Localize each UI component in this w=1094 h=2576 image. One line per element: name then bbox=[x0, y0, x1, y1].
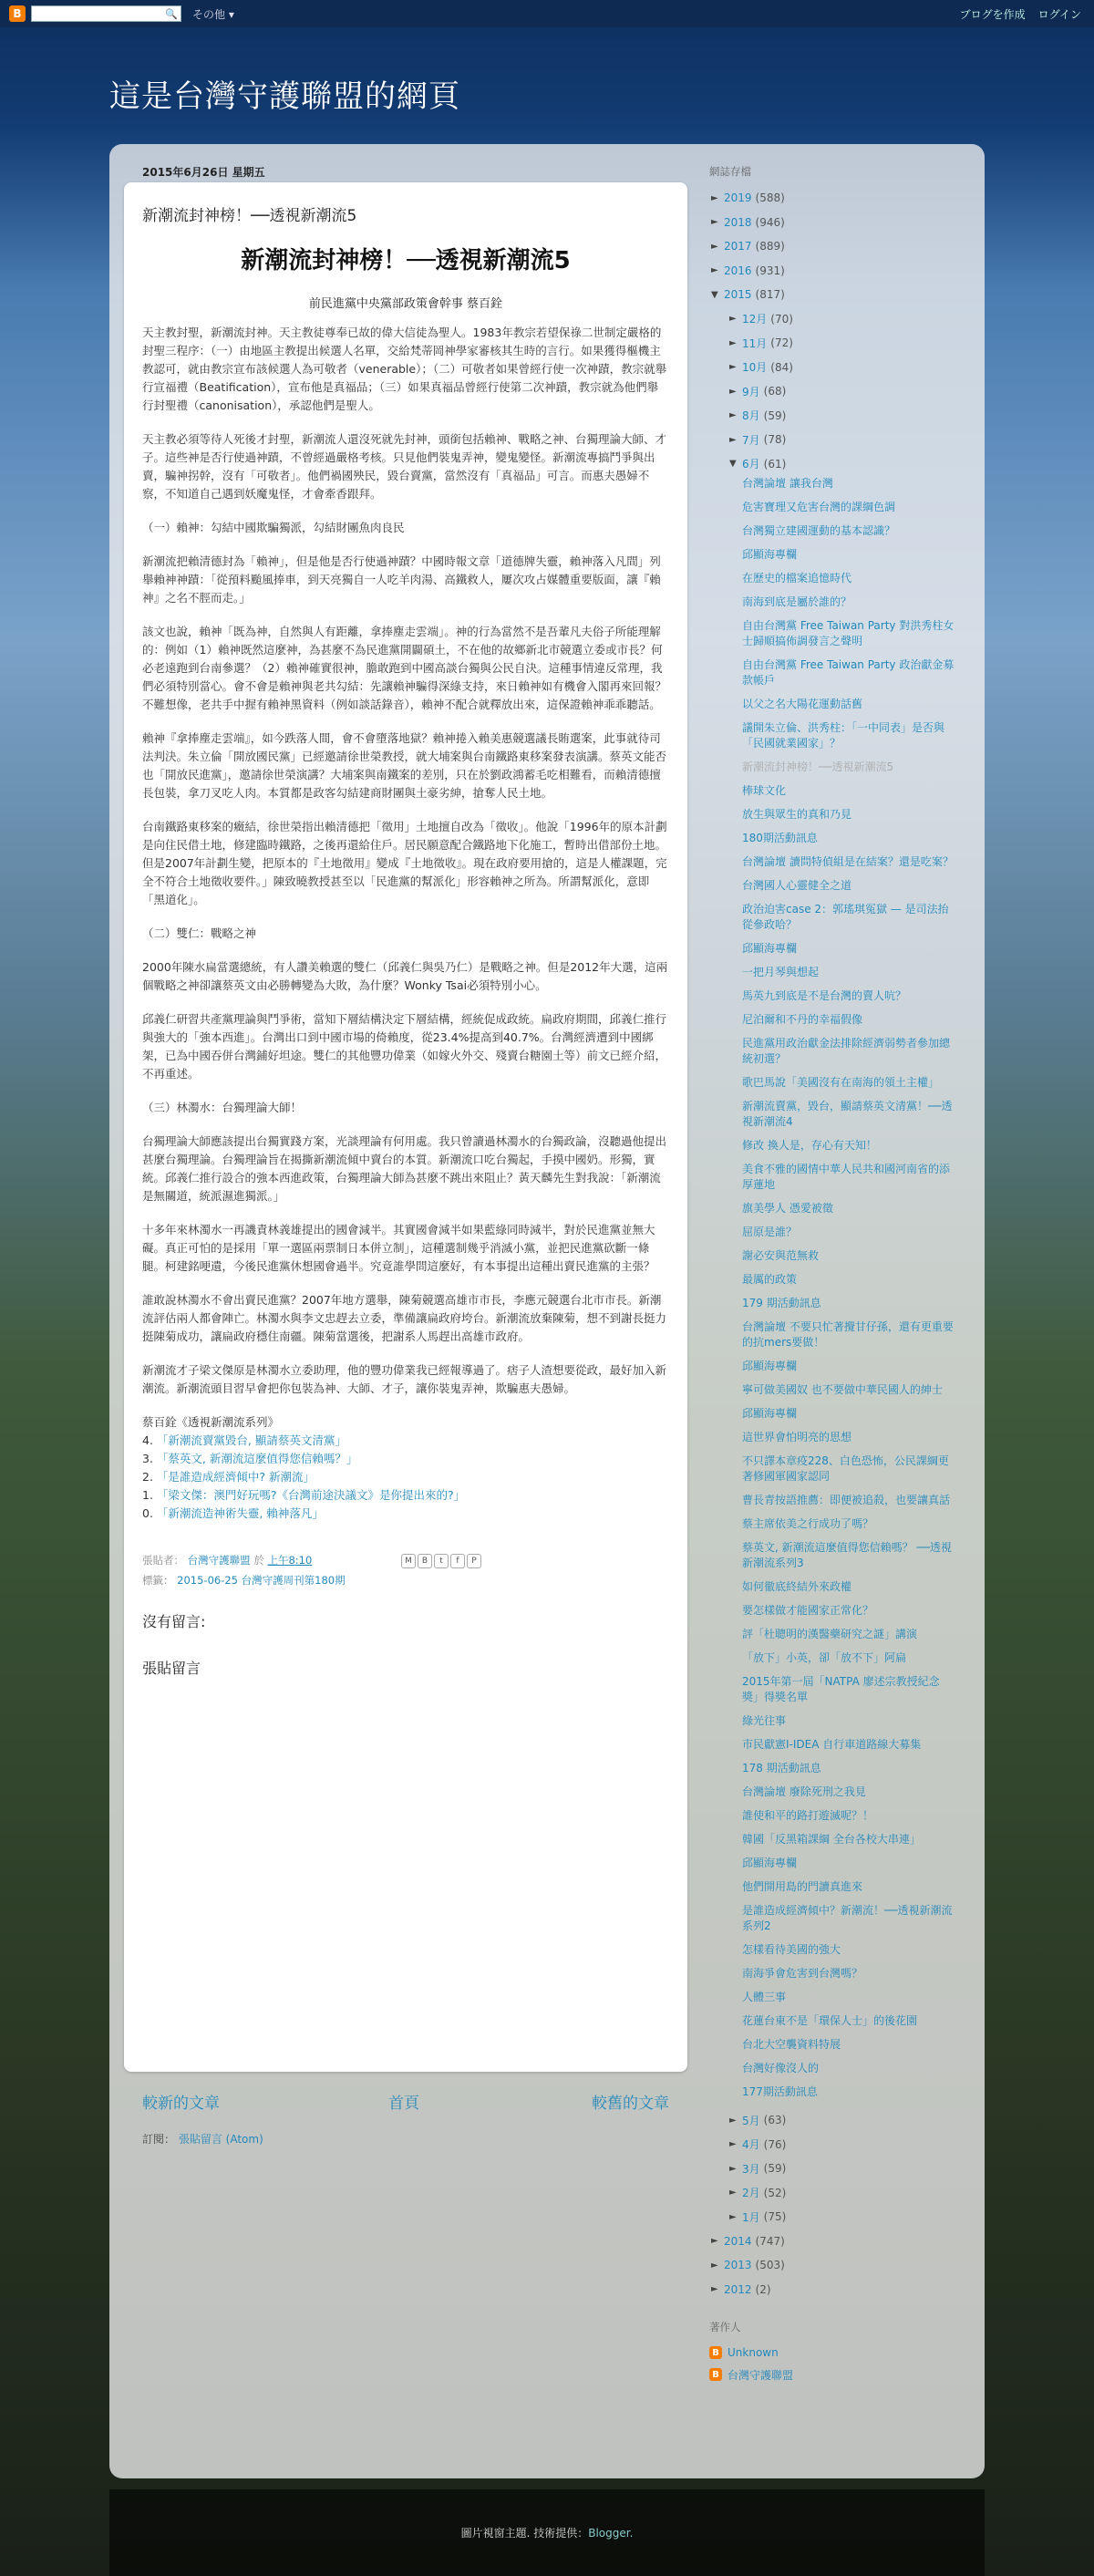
atom-feed-link[interactable]: 張貼留言 (Atom) bbox=[178, 2133, 263, 2146]
archive-label[interactable]: 12月 bbox=[742, 313, 768, 326]
archive-row[interactable] bbox=[709, 2253, 955, 2278]
post-paragraph: 新潮流才子梁文傑原是林濁水立委助理，他的豐功偉業我已經報導過了。痞子人渣想要從政，最好加入新潮流。新潮流頭目習早會把你包裝為神、大師、才子，讓你裝鬼弄神，欺騙惠夫愚婦。 bbox=[142, 1363, 667, 1395]
archive-post-link[interactable]: 議開朱立倫、洪秀柱：「一中同表」是否與「民國就業國家」？ bbox=[742, 721, 945, 750]
archive-count: (70) bbox=[770, 312, 793, 326]
archive-post-link[interactable]: 市民獻憲I-IDEA 自行車道路線大募集 bbox=[742, 1738, 922, 1751]
archive-post-link[interactable]: 台北大空襲資料特展 bbox=[742, 2038, 841, 2051]
archive-post-link[interactable]: 南海爭會危害到台灣嗎？ bbox=[742, 1967, 863, 1980]
archive-post-link[interactable]: 如何徹底終結外來政權 bbox=[742, 1580, 852, 1593]
archive-count: (63) bbox=[763, 2114, 787, 2127]
poster-label: 張貼者： bbox=[142, 1554, 184, 1567]
archive-count: (78) bbox=[763, 433, 787, 447]
archive-post-link[interactable]: 是誰造成經濟傾中？新潮流！──透視新潮流系列2 bbox=[742, 1904, 953, 1932]
archive-row[interactable] bbox=[709, 331, 955, 356]
archive-post-link[interactable]: 歌巴馬說「美國沒有在南海的領土主權」 bbox=[742, 1076, 940, 1089]
archive-count: (61) bbox=[763, 457, 787, 471]
archive-count: (84) bbox=[770, 360, 793, 374]
series-item bbox=[142, 1432, 669, 1450]
archive-row[interactable] bbox=[709, 452, 955, 477]
toggle-arrow-icon[interactable]: ► bbox=[729, 362, 737, 373]
search-input[interactable] bbox=[31, 5, 181, 22]
toggle-arrow-icon[interactable]: ▼ bbox=[729, 459, 737, 470]
blogger-navbar bbox=[0, 0, 1094, 27]
archive-count: (72) bbox=[770, 336, 793, 350]
series-link[interactable]: 「新潮流造神術失靈, 賴神落凡」 bbox=[156, 1506, 324, 1520]
blog-post bbox=[124, 182, 687, 2072]
archive-count: (59) bbox=[763, 409, 787, 422]
archive-post-link[interactable]: 在歷史的檔案追憶時代 bbox=[742, 572, 852, 585]
post-time-link[interactable]: 上午8:10 bbox=[267, 1554, 313, 1567]
archive-row[interactable] bbox=[709, 2229, 955, 2254]
archive-post-link[interactable]: 評「杜聰明的漢醫藥研究之謎」講演 bbox=[742, 1628, 918, 1640]
toggle-arrow-icon[interactable]: ► bbox=[711, 2236, 718, 2247]
author-row[interactable] bbox=[709, 2364, 955, 2385]
archive-count: (68) bbox=[763, 385, 787, 398]
archive-post-link[interactable]: 台灣獨立建國運動的基本認識？ bbox=[742, 524, 896, 537]
archive-post-link[interactable]: 修改 換人是，存心有天知！ bbox=[742, 1139, 877, 1152]
date-header: 2015年6月26日 星期五 bbox=[142, 166, 265, 179]
archive-count: (817) bbox=[755, 288, 785, 302]
toggle-arrow-icon[interactable]: ► bbox=[711, 192, 718, 203]
toggle-arrow-icon[interactable]: ► bbox=[729, 410, 737, 421]
archive-post-link[interactable]: 這世界會怕明亮的思想 bbox=[742, 1431, 852, 1443]
archive-post-link[interactable]: 怎樣看待美國的強大 bbox=[742, 1943, 841, 1956]
archive-label[interactable]: 4月 bbox=[742, 2138, 760, 2152]
series-link[interactable]: 「蔡英文, 新潮流這麼值得您信賴嗎？」 bbox=[156, 1452, 358, 1465]
archive-row[interactable] bbox=[709, 186, 955, 211]
series-link[interactable]: 「是誰造成經濟傾中? 新潮流」 bbox=[156, 1470, 315, 1484]
archive-post-link[interactable]: 台灣好像沒人的 bbox=[742, 2062, 820, 2074]
archive-label[interactable]: 6月 bbox=[742, 458, 760, 471]
toggle-arrow-icon[interactable]: ► bbox=[711, 2284, 718, 2295]
archive-row[interactable] bbox=[709, 356, 955, 380]
toggle-arrow-icon[interactable]: ► bbox=[729, 2115, 737, 2126]
archive-post-link[interactable]: 人體三事 bbox=[742, 1991, 787, 2003]
post-paragraph: 十多年來林濁水一再譏責林義雄提出的國會減半。其實國會減半如果藍綠同時減半，對於民進黨並無大礙。真正可怕的是採用「單一選區兩票制日本併立制」，這種選制幾乎消滅小黨，並把民進黨砍斷一條腿。柯建銘哽遺，今後民進黨休想國會過半。究竟誰學問這麼好，有本事提出這種出賣民進黨的主張？ bbox=[142, 1223, 655, 1273]
archive-post-link[interactable]: 台灣論壇 廢除死刑之我見 bbox=[742, 1785, 866, 1798]
archive-post-link[interactable]: 棒球文化 bbox=[742, 784, 787, 797]
authors-heading: 著作人 bbox=[709, 2321, 741, 2333]
archive-heading: 網誌存檔 bbox=[709, 165, 751, 178]
archive-post-link[interactable]: 民進黨用政治獻金法排除經濟弱勢者參加總統初選？ bbox=[742, 1037, 951, 1065]
archive-post-link[interactable]: 邱顯海專欄 bbox=[742, 548, 798, 561]
archive-row[interactable] bbox=[709, 2278, 955, 2302]
archive-label[interactable]: 8月 bbox=[742, 409, 760, 423]
archive-label[interactable]: 11月 bbox=[742, 336, 768, 350]
archive-post-link[interactable]: 邱顯海專欄 bbox=[742, 1857, 798, 1869]
post-heading: 新潮流封神榜！──透視新潮流5 bbox=[241, 247, 571, 274]
post-body bbox=[142, 324, 669, 1398]
archive-post-link[interactable]: 新潮流賣黨，毀台，顯請蔡英文清黨！──透視新潮流4 bbox=[742, 1100, 953, 1128]
archive-count: (52) bbox=[763, 2186, 787, 2199]
blogger-profile-icon: B bbox=[709, 2346, 722, 2359]
archive-post-link[interactable]: 曹長青按語推薦：即便被追殺，也要讓真話 bbox=[742, 1494, 951, 1506]
poster-link[interactable]: 台灣守護聯盟 bbox=[187, 1554, 251, 1567]
toggle-arrow-icon[interactable]: ► bbox=[729, 2139, 737, 2150]
share-m-icon[interactable]: M bbox=[401, 1554, 416, 1568]
archive-label[interactable]: 2012 bbox=[724, 2282, 752, 2296]
archive-post-link[interactable]: 馬英九到底是不是台灣的賣人吭？ bbox=[742, 989, 907, 1002]
section-heading: （三）林濁水：台獨理論大師！ bbox=[142, 1101, 303, 1114]
archive-post-link[interactable]: 政治迫害case 2：郭瑤琪冤獄 — 是司法抬從參政哈？ bbox=[742, 903, 949, 931]
archive-count: (76) bbox=[763, 2137, 787, 2151]
archive-row[interactable] bbox=[709, 2205, 955, 2229]
author-name[interactable]: 台灣守護聯盟 bbox=[728, 2368, 794, 2382]
archive-label[interactable]: 9月 bbox=[742, 385, 760, 398]
archive-row[interactable] bbox=[709, 283, 955, 307]
archive-row[interactable] bbox=[709, 234, 955, 259]
older-posts-link[interactable]: 較舊的文章 bbox=[592, 2095, 669, 2113]
archive-post-link[interactable]: 旗美學人 憑愛被徵 bbox=[742, 1202, 833, 1215]
archive-post-link[interactable]: 自由台灣黨 Free Taiwan Party 對洪秀柱女士歸順搞佈調發言之聲明 bbox=[742, 619, 955, 647]
archive-label[interactable]: 2月 bbox=[742, 2187, 760, 2200]
archive-label[interactable]: 2018 bbox=[724, 215, 752, 229]
archive-count: (946) bbox=[755, 215, 785, 229]
archive-row[interactable] bbox=[709, 379, 955, 404]
section-heading: （一）賴神：勾結中國欺騙獨派，勾結財團魚肉良民 bbox=[142, 521, 405, 534]
series-title: 蔡百銓《透視新潮流系列》 bbox=[142, 1415, 280, 1429]
archive-post-link[interactable]: 放生與眾生的真和乃見 bbox=[742, 808, 852, 821]
archive-label[interactable]: 7月 bbox=[742, 433, 760, 447]
series-link[interactable]: 「新潮流賣黨毀台, 顯請蔡英文清黨」 bbox=[156, 1433, 346, 1447]
blog-title[interactable]: 這是台灣守護聯盟的網頁 bbox=[109, 78, 460, 115]
series-number: 0. bbox=[142, 1506, 157, 1520]
archive-row[interactable] bbox=[709, 428, 955, 452]
post-paragraph: 天主教封聖，新潮流封神。天主教徒尊奉已故的偉大信徒為聖人。1983年教宗若望保祿二世制定嚴格的封聖三程序：（一）由地區主教提出候選人名單，交給梵蒂岡神學家審核其生時的言行。如果獲得樞機主教認可，就由教宗宣布該候選人為可敬者（venerable）；（二）可敬者如果曾經行使一次神蹟，教宗就舉行宣福禮（Beatification），宣布他是真福品；（三）如果真福品曾經行使第二次神蹟，教宗就為他們舉行封聖禮（canonisation），承認他們是聖人。 bbox=[142, 326, 667, 412]
toggle-arrow-icon[interactable]: ► bbox=[729, 2163, 737, 2174]
author-row[interactable] bbox=[709, 2342, 955, 2364]
archive-row[interactable] bbox=[709, 2133, 955, 2157]
archive-post-link[interactable]: 韓國「反黑箱課綱 全台各校大串連」 bbox=[742, 1833, 921, 1846]
blogger-profile-icon: B bbox=[709, 2368, 722, 2381]
archive-post-link[interactable]: 南海到底是屬於誰的？ bbox=[742, 595, 852, 608]
comments-heading: 沒有留言: bbox=[142, 1613, 206, 1630]
archive-post-link[interactable]: 蔡英文, 新潮流這麼值得您信賴嗎？ ──透視新潮流系列3 bbox=[742, 1541, 952, 1569]
series-number: 1. bbox=[142, 1488, 157, 1502]
archive-post-link[interactable]: 台灣國人心靈健全之道 bbox=[742, 879, 852, 892]
archive-post-link[interactable]: 最厲的政策 bbox=[742, 1273, 798, 1286]
archive-label[interactable]: 2013 bbox=[724, 2259, 752, 2272]
archive-post-link[interactable]: 屈原是誰？ bbox=[742, 1226, 798, 1238]
toggle-arrow-icon[interactable]: ► bbox=[711, 2260, 718, 2271]
archive-row[interactable] bbox=[709, 2157, 955, 2181]
footer-text: 圖片視窗主題. 技術提供： bbox=[460, 2527, 589, 2540]
series-number: 3. bbox=[142, 1452, 157, 1465]
archive-post-link[interactable]: 自由台灣黨 Free Taiwan Party 政治獻金募款帳戶 bbox=[742, 658, 955, 687]
series-item bbox=[142, 1450, 669, 1468]
toggle-arrow-icon[interactable]: ► bbox=[711, 241, 718, 252]
archive-post-link[interactable]: 178 期活動訊息 bbox=[742, 1762, 821, 1774]
archive-row[interactable] bbox=[709, 211, 955, 235]
archive-count: (889) bbox=[755, 240, 785, 253]
toggle-arrow-icon[interactable]: ► bbox=[711, 265, 718, 276]
archive-post-link[interactable]: 2015年第一屆「NATPA 廖述宗教授紀念獎」得獎名單 bbox=[742, 1675, 940, 1703]
archive-label[interactable]: 10月 bbox=[742, 361, 768, 375]
share-buttons bbox=[401, 1554, 481, 1568]
post-paragraph: 賴神『拿捧塵走雲端』，如今跌落人間，會不會墮落地獄？賴神捲入賴美惠競選議長賄選案，此事就待司法判決。朱立倫「開放國民黨」已經邀請徐世榮教授，就大埔案與台南鐵路東移案發表演講。蔡英文能否也「開放民進黨」，邀請徐世榮演講？大埔案與南鐵案的差別，只在於劉政鴻蓄毛吃相難看，而賴清德擅長包裝，拿刀叉吃人肉。本質都是政客勾結建商財團與土豪劣紳，搶奪人民土地。 bbox=[142, 731, 667, 800]
archive-post-link[interactable]: 一把月琴與想起 bbox=[742, 966, 820, 978]
archive-label[interactable]: 2017 bbox=[724, 240, 752, 253]
archive-post-link[interactable]: 蔡主席依美之行成功了嗎？ bbox=[742, 1517, 874, 1530]
series-link[interactable]: 「梁文傑：澳門好玩嗎?《台灣前途決議文》是你提出來的?」 bbox=[156, 1488, 466, 1502]
archive-post-link[interactable]: 邱顯海專欄 bbox=[742, 1407, 798, 1420]
archive-post-link[interactable]: 花蓮台東不是「環保人士」的後花園 bbox=[742, 2014, 918, 2027]
archive-label[interactable]: 5月 bbox=[742, 2114, 760, 2127]
archive-row[interactable] bbox=[709, 404, 955, 429]
archive-post-link[interactable]: 179 期活動訊息 bbox=[742, 1297, 821, 1309]
post-footer bbox=[142, 1550, 669, 1590]
archive-count: (747) bbox=[755, 2234, 785, 2248]
archive-post-link[interactable]: 寧可做美國奴 也不要做中華民國人的紳士 bbox=[742, 1383, 943, 1396]
toggle-arrow-icon[interactable]: ► bbox=[729, 2211, 737, 2222]
archive-count: (2) bbox=[755, 2282, 771, 2296]
section-heading: （二）雙仁：戰略之神 bbox=[142, 926, 257, 940]
post-comment-heading: 張貼留言 bbox=[142, 1660, 201, 1677]
series-number: 2. bbox=[142, 1470, 157, 1484]
series-list bbox=[142, 1413, 669, 1523]
archive-label[interactable]: 2014 bbox=[724, 2234, 752, 2248]
share-p-icon[interactable]: P bbox=[467, 1554, 481, 1568]
archive-post-link[interactable]: 謝必安與范無救 bbox=[742, 1249, 820, 1262]
toggle-arrow-icon[interactable]: ► bbox=[729, 2188, 737, 2198]
post-title[interactable]: 新潮流封神榜！──透視新潮流5 bbox=[142, 207, 357, 225]
archive-count: (59) bbox=[763, 2162, 787, 2176]
archive-post-link[interactable]: 180期活動訊息 bbox=[742, 832, 818, 844]
toggle-arrow-icon[interactable]: ► bbox=[729, 314, 737, 325]
post-paragraph: 天主教必須等待人死後才封聖，新潮流人還沒死就先封神，頭銜包括賴神、戰略之神、台獨理論大師、才子。這些神是否行使過神蹟，不曾經過嚴格考核。只見他們裝鬼弄神，變鬼變怪。新潮流專搞鬥爭與出賣，騙神拐幹，沒有「可敬者」。他們禍國殃民，毀台賣黨，當然沒有「真福品」可言。而惠夫愚婦不察，不知道自己遇到妖魔鬼怪，才會牽香跟拜。 bbox=[142, 432, 667, 501]
share-t-icon[interactable]: t bbox=[434, 1554, 449, 1568]
archive-row[interactable] bbox=[709, 259, 955, 284]
toggle-arrow-icon[interactable]: ► bbox=[729, 337, 737, 348]
search-icon[interactable]: 🔍 bbox=[165, 7, 178, 20]
archive-label[interactable]: 2015 bbox=[724, 288, 752, 302]
tag-link[interactable]: 2015-06-25 台灣守護周刊第180期 bbox=[177, 1574, 346, 1587]
archive-post-link[interactable]: 尼泊爾和不丹的幸福假像 bbox=[742, 1013, 863, 1026]
blogger-logo-icon[interactable]: B bbox=[9, 5, 26, 22]
series-item bbox=[142, 1486, 669, 1505]
subscribe-line bbox=[142, 2131, 263, 2147]
archive-post-link[interactable]: 要怎樣做才能國家正常化？ bbox=[742, 1604, 874, 1617]
login-link[interactable]: ログイン bbox=[1037, 8, 1081, 21]
series-item bbox=[142, 1468, 669, 1486]
archive-post-link[interactable]: 他們開用島的門讀真進來 bbox=[742, 1880, 863, 1893]
archive-post-link[interactable]: 邱顯海專欄 bbox=[742, 1360, 798, 1372]
toggle-arrow-icon[interactable]: ▼ bbox=[711, 289, 718, 300]
archive-post-link[interactable]: 危害寶理又危害台灣的課綱色調 bbox=[742, 501, 896, 513]
archive-row[interactable] bbox=[709, 307, 955, 332]
archive-post-link[interactable]: 誰使和平的路打遊滅呢？！ bbox=[742, 1809, 874, 1822]
sidebar bbox=[709, 164, 955, 2385]
toggle-arrow-icon[interactable]: ► bbox=[729, 386, 737, 397]
post-paragraph: 誰敢說林濁水不會出賣民進黨？2007年地方選舉，陳菊競選高雄市市長，李應元競選台北市市長。新潮流評估兩人都會陣亡。林濁水與李文忠趕去立委，準備讓扁政府垮台。新潮流放棄陳菊，想不到謝長挺力挺陳菊成功，讓扁政府穩住南疆。陳菊當選後，把謝系人馬趕出高雄市政府。 bbox=[142, 1293, 667, 1343]
share-f-icon[interactable]: f bbox=[450, 1554, 465, 1568]
newer-posts-link[interactable]: 較新的文章 bbox=[142, 2095, 220, 2113]
archive-post-link[interactable]: 綠光往事 bbox=[742, 1714, 787, 1727]
create-blog-link[interactable]: ブログを作成 bbox=[959, 8, 1026, 21]
june-post-list bbox=[709, 476, 955, 2100]
archive-post-link[interactable]: 「放下」小英，卻「放不下」阿扁 bbox=[742, 1651, 907, 1664]
share-b-icon[interactable]: B bbox=[418, 1554, 432, 1568]
author-name[interactable]: Unknown bbox=[728, 2346, 779, 2359]
archive-label[interactable]: 1月 bbox=[742, 2210, 760, 2224]
post-paragraph: 該文也說，賴神「既為神，自然與人有距離，拿捧塵走雲端」。神的行為當然不是吾輩凡夫俗子所能理解的：例如（1）賴神既然這麼神，為甚麼不為民進黨開闢碩土，不在他的故鄉新北市競選立委或市長？何必老遠跑到台南參選？（2）賴神確實很神，膽敢跑到中國高談台獨與公民自決。這種事情違反常理，我們必須特別當心。會不會是賴神與老共勾結：先讓賴神騙得深綠支持，來日賴神如有機會入閣再來回報？不難想像，老共手中握有賴神黑資料（例如談話錄音），賴神不配合就釋放出來，這保證賴神乖乖聽話。 bbox=[142, 625, 667, 711]
post-author-line: 前民進黨中央黨部政策會幹事 蔡百銓 bbox=[308, 297, 503, 311]
post-paragraph: 台南鐵路東移案的癥結，徐世榮指出賴清德把「徵用」土地擅自改為「徵收」。他說「1996年的原本計劃是向住民借土地，修建臨時鐵路，之後再還給住戶。居民願意配合鐵路地下化施工，暫時出借部份土地。但是2007年計劃生變，把原本的『土地徵用』變成『土地徵收』。現在政府要用搶的，這是人權課題，完全不符合土地徵收要件。」陳致曉教授甚至以「民進黨的幫派化」形容賴神之所為。所謂幫派化，意即「黑道化」。 bbox=[142, 820, 667, 906]
archive-row[interactable] bbox=[709, 2181, 955, 2206]
archive-post-link[interactable]: 新潮流封神榜！──透視新潮流5 bbox=[742, 760, 894, 773]
archive-row[interactable] bbox=[709, 2108, 955, 2133]
page-footer bbox=[109, 2489, 985, 2576]
blogger-link[interactable]: Blogger. bbox=[588, 2526, 634, 2540]
post-paragraph: 新潮流把賴清德封為「賴神」，但是他是否行使過神蹟？中國時報文章「道德牌失靈，賴神落入凡間」列舉賴神神蹟：「從預料颱風捧車，到天亮獨自一人吃羊肉湯、高鐵救人，屢次攻占媒體重要版面，讓『賴神』之名不脛而走。」 bbox=[142, 554, 661, 605]
subscribe-label: 訂閱： bbox=[142, 2133, 176, 2146]
archive-post-link[interactable]: 美食不雅的國情中華人民共和國河南省的添厚蓮地 bbox=[742, 1163, 951, 1191]
home-link[interactable]: 首頁 bbox=[388, 2095, 419, 2113]
archive-count: (503) bbox=[755, 2259, 785, 2272]
archive-label[interactable]: 2019 bbox=[724, 191, 752, 205]
archive-post-link[interactable]: 以父之名大陽花運動話舊 bbox=[742, 698, 863, 710]
archive-label[interactable]: 3月 bbox=[742, 2162, 760, 2176]
series-item bbox=[142, 1505, 669, 1523]
more-menu[interactable]: その他 ▾ bbox=[192, 7, 234, 21]
series-number: 4. bbox=[142, 1433, 157, 1447]
archive-count: (588) bbox=[755, 191, 785, 205]
toggle-arrow-icon[interactable]: ► bbox=[729, 434, 737, 445]
post-paragraph: 台獨理論大師應該提出台獨實踐方案，光談理論有何用處。我只曾讀過林濁水的台獨政論，沒聽過他提出甚麼台獨理論。台獨理論旨在揭撕新潮流傾中賣台的本質。新潮流口吃台獨起，手摸中國奶。形獨，實統。邱義仁推行設合的強本西進政策，台獨理論大師為甚麼不跳出來阻止？黃天麟先生對我說：「新潮流是無關道，統派濕進獨派。」 bbox=[142, 1134, 667, 1203]
tags-label: 標籤： bbox=[142, 1574, 174, 1587]
archive-post-link[interactable]: 台灣論壇 不要只忙著攪甘仔孫，還有更重要的抗mers要做！ bbox=[742, 1320, 954, 1349]
archive-count: (931) bbox=[755, 264, 785, 277]
toggle-arrow-icon[interactable]: ► bbox=[711, 217, 718, 228]
archive-label[interactable]: 2016 bbox=[724, 264, 752, 277]
archive-post-link[interactable]: 台灣論壇 讀問特偵組是在結案？還是吃案？ bbox=[742, 855, 954, 868]
archive-post-link[interactable]: 177期活動訊息 bbox=[742, 2085, 818, 2098]
poster-at: 於 bbox=[253, 1554, 264, 1567]
archive-count: (75) bbox=[763, 2210, 787, 2224]
archive-post-link[interactable]: 邱顯海專欄 bbox=[742, 942, 798, 955]
archive-post-link[interactable]: 台灣論壇 讓我台灣 bbox=[742, 477, 833, 490]
post-paragraph: 邱義仁研習共產黨理論與鬥爭術，當知下層結構決定下層結構，經統促成政統。扁政府期間，邱義仁推行與強大的「強本西進」。台灣出口到中國市場的倚賴度，從23.4%提高到40.7%。台灣經濟遭到中國綁架，已為中國吞併台灣鋪好坦途。雙仁的其他豐功偉業（如嫁火外交、殘賣台糖園土等）前文已經介紹，不再重述。 bbox=[142, 1012, 667, 1081]
post-paragraph: 2000年陳水扁當選總統，有人讚美賴選的雙仁（邱義仁與吳乃仁）是戰略之神。但是2012年大選，這兩個戰略之神卻讓蔡英文由必勝轉變為大敗，為什麼？Wonky Tsai必須特別小心。 bbox=[142, 960, 668, 992]
archive-post-link[interactable]: 不只譯本章疫228、白色恐怖，公民課綱更著修國軍國家認同 bbox=[742, 1454, 949, 1483]
